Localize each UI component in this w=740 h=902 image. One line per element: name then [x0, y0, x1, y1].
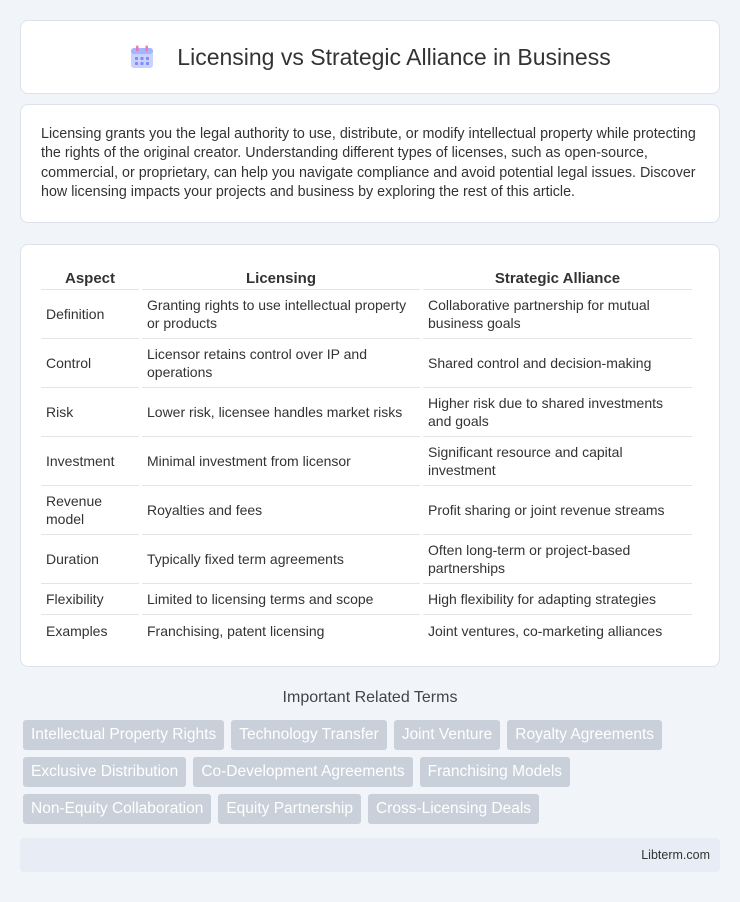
cell-strategic-alliance: High flexibility for adapting strategies [423, 584, 692, 615]
cell-aspect: Flexibility [41, 584, 139, 615]
related-terms-list [23, 720, 723, 831]
calendar-icon [129, 44, 155, 70]
intro-text: Licensing grants you the legal authority to use, distribute, or modify intellectual property while protecting the rights of the original creator. Understanding different types of licenses, such as open-source, commercial, or proprietary, can help you navigate compliance and avoid potential legal issues. Discover how licensing impacts your projects and business by exploring the rest of this article. [41, 126, 696, 200]
cell-aspect: Duration [41, 535, 139, 584]
related-term-tag[interactable]: Co-Development Agreements [193, 757, 412, 787]
cell-strategic-alliance: Higher risk due to shared investments and goals [423, 388, 692, 437]
table-row [41, 535, 692, 584]
header-card [20, 20, 720, 94]
table-row [41, 486, 692, 535]
header-licensing: Licensing [142, 263, 420, 290]
related-term-tag[interactable]: Royalty Agreements [507, 720, 662, 750]
tag-row [23, 794, 723, 824]
related-term-tag[interactable]: Intellectual Property Rights [23, 720, 224, 750]
tag-row [23, 720, 723, 750]
cell-aspect: Revenue model [41, 486, 139, 535]
cell-strategic-alliance: Profit sharing or joint revenue streams [423, 486, 692, 535]
table-header-row [41, 263, 692, 290]
table-row [41, 339, 692, 388]
table-row [41, 290, 692, 339]
cell-licensing: Minimal investment from licensor [142, 437, 420, 486]
related-term-tag[interactable]: Equity Partnership [218, 794, 361, 824]
cell-licensing: Granting rights to use intellectual property or products [142, 290, 420, 339]
related-term-tag[interactable]: Franchising Models [420, 757, 570, 787]
comparison-table [38, 263, 695, 646]
page-title: Licensing vs Strategic Alliance in Business [177, 43, 611, 70]
cell-licensing: Royalties and fees [142, 486, 420, 535]
table-row [41, 437, 692, 486]
table-row [41, 388, 692, 437]
header-aspect: Aspect [41, 263, 139, 290]
cell-strategic-alliance: Joint ventures, co-marketing alliances [428, 622, 663, 639]
related-term-tag[interactable]: Joint Venture [394, 720, 500, 750]
cell-aspect: Control [41, 339, 139, 388]
table-row [41, 615, 692, 646]
cell-aspect: Investment [41, 437, 139, 486]
cell-strategic-alliance: Shared control and decision-making [423, 339, 692, 388]
cell-licensing: Licensor retains control over IP and operations [142, 339, 420, 388]
comparison-card [20, 244, 720, 667]
intro-card [20, 104, 720, 223]
table-row [41, 584, 692, 615]
tag-row [23, 757, 723, 787]
related-term-tag[interactable]: Cross-Licensing Deals [368, 794, 539, 824]
header-strategic-alliance: Strategic Alliance [423, 263, 692, 290]
cell-strategic-alliance: Significant resource and capital investment [423, 437, 692, 486]
cell-licensing: Typically fixed term agreements [142, 535, 420, 584]
cell-licensing: Limited to licensing terms and scope [142, 584, 420, 615]
footer [20, 838, 720, 872]
cell-strategic-alliance: Collaborative partnership for mutual business goals [423, 290, 692, 339]
cell-strategic-alliance: Often long-term or project-based partnerships [423, 535, 692, 584]
cell-aspect: Examples [46, 622, 108, 639]
cell-aspect: Risk [41, 388, 139, 437]
cell-licensing: Franchising, patent licensing [147, 622, 325, 639]
related-term-tag[interactable]: Exclusive Distribution [23, 757, 186, 787]
related-terms-title: Important Related Terms [282, 689, 458, 706]
footer-brand-link[interactable]: Libterm.com [641, 848, 710, 862]
cell-aspect: Definition [41, 290, 139, 339]
cell-licensing: Lower risk, licensee handles market risks [142, 388, 420, 437]
related-term-tag[interactable]: Technology Transfer [231, 720, 387, 750]
related-term-tag[interactable]: Non-Equity Collaboration [23, 794, 211, 824]
